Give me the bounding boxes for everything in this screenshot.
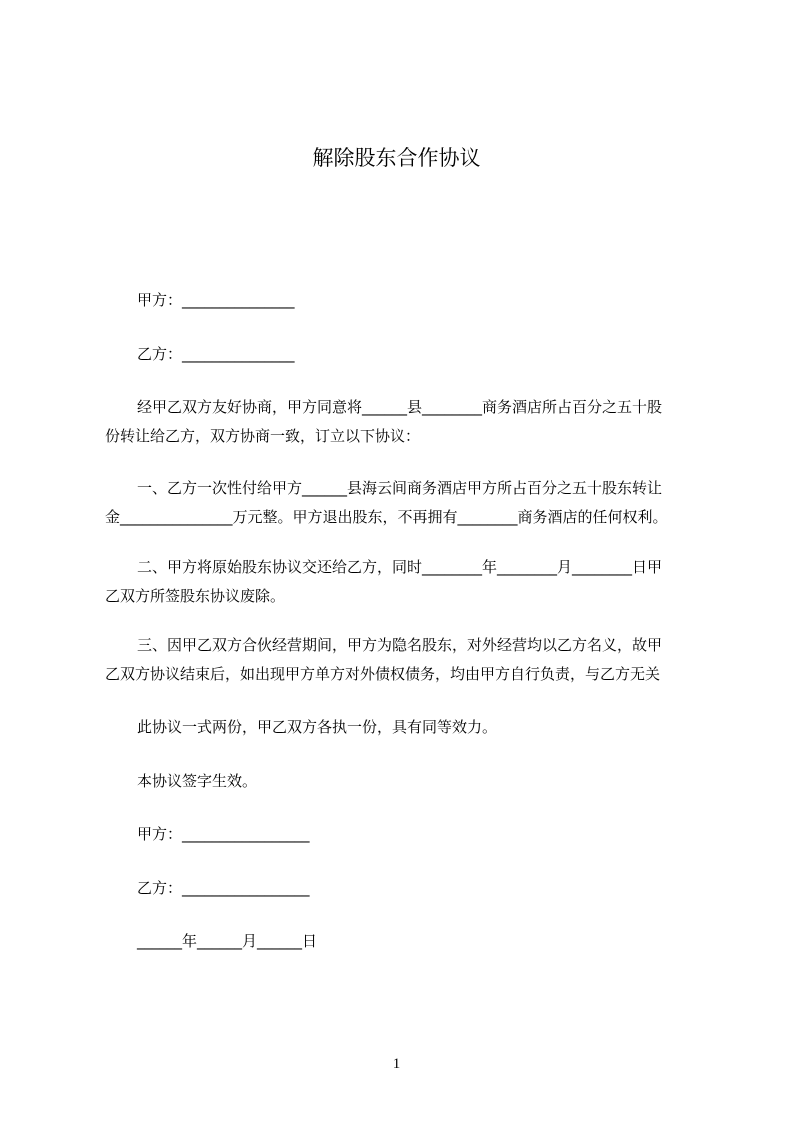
clause3-line2: 乙双方协议结束后，如出现甲方单方对外债权债务，均由甲方自行负责，与乙方无关 [105, 665, 661, 683]
clause2-line1: 二、甲方将原始股东协议交还给乙方，同时________年________月________日甲 [137, 558, 663, 576]
party-a-line: 甲方：_______________ [137, 291, 295, 309]
copies-statement: 此协议一式两份，甲乙双方各执一份，具有同等效力。 [137, 718, 498, 736]
intro-paragraph-line1: 经甲乙双方友好协商，甲方同意将______县________商务酒店所占百分之五十股 [137, 398, 663, 416]
signature-party-b: 乙方：_________________ [137, 879, 310, 897]
clause2-line2: 乙双方所签股东协议废除。 [105, 587, 286, 605]
clause1-line2: 金_______________万元整。甲方退出股东，不再拥有________商务酒店的任何权利。 [105, 508, 668, 526]
signature-date: ______年______月______日 [137, 932, 318, 950]
page-number: 1 [392, 1056, 401, 1072]
effective-statement: 本协议签字生效。 [137, 772, 258, 790]
intro-paragraph-line2: 份转让给乙方，双方协商一致，订立以下协议： [105, 427, 421, 445]
party-b-line: 乙方：_______________ [137, 345, 295, 363]
clause3-line1: 三、因甲乙双方合伙经营期间，甲方为隐名股东，对外经营均以乙方名义，故甲 [137, 636, 663, 654]
document-title: 解除股东合作协议 [312, 146, 481, 170]
clause1-line1: 一、乙方一次性付给甲方______县海云间商务酒店甲方所占百分之五十股东转让 [137, 479, 663, 497]
signature-party-a: 甲方：_________________ [137, 825, 310, 843]
